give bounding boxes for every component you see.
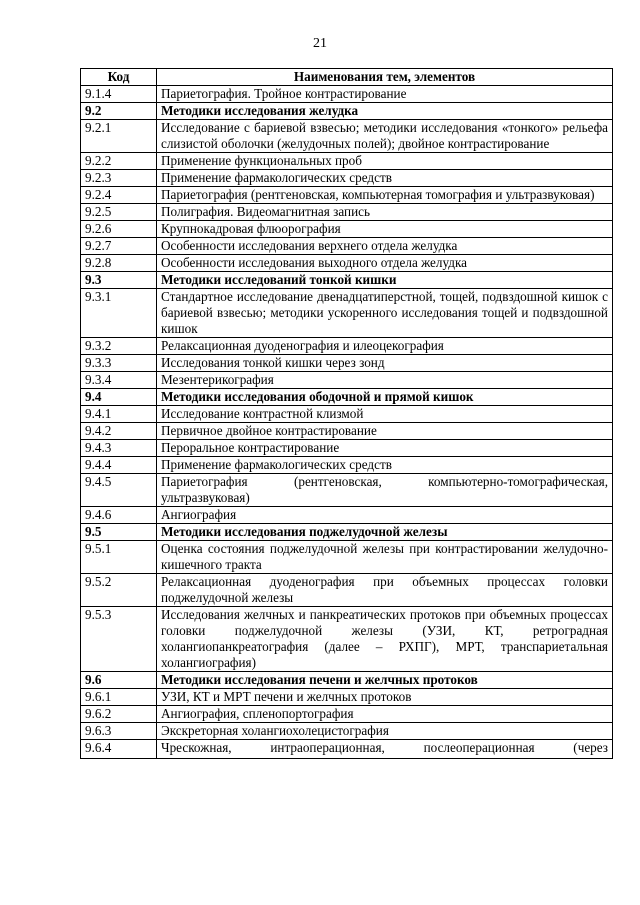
row-code: 9.2.3 (81, 170, 157, 187)
row-text: Чрескожная, интраоперационная, послеоперационная (через (157, 740, 613, 759)
row-code: 9.4.3 (81, 440, 157, 457)
row-text: Ангиография (157, 507, 613, 524)
table-row (81, 355, 613, 372)
row-text: Париетография (рентгеновская, компьютерно-томографическая, ультразвуковая) (157, 474, 613, 507)
row-code: 9.2.1 (81, 120, 157, 153)
row-code: 9.5.3 (81, 607, 157, 672)
row-text: Особенности исследования выходного отдела желудка (157, 255, 613, 272)
row-code: 9.4.1 (81, 406, 157, 423)
row-text: Крупнокадровая флюорография (157, 221, 613, 238)
table-row (81, 607, 613, 672)
topics-table (80, 68, 613, 759)
table-row (81, 574, 613, 607)
row-text: Применение функциональных проб (157, 153, 613, 170)
section-row (81, 389, 613, 406)
row-code: 9.5.2 (81, 574, 157, 607)
row-code: 9.4 (81, 389, 157, 406)
header-name: Наименования тем, элементов (157, 69, 613, 86)
table-row (81, 723, 613, 740)
row-code: 9.2.4 (81, 187, 157, 204)
row-code: 9.2.8 (81, 255, 157, 272)
row-text: Париетография (рентгеновская, компьютерная томография и ультразвуковая) (157, 187, 613, 204)
row-text: Исследования желчных и панкреатических протоков при объемных процессах головки поджелудочной железы (УЗИ, КТ, ретроградная холангиопанкреатография (далее – РХПГ), МРТ, транспариетальная холангиография) (157, 607, 613, 672)
table-row (81, 238, 613, 255)
table-row (81, 120, 613, 153)
row-code: 9.6.2 (81, 706, 157, 723)
row-text: Применение фармакологических средств (157, 457, 613, 474)
row-code: 9.3 (81, 272, 157, 289)
section-row (81, 103, 613, 120)
header-code: Код (81, 69, 157, 86)
table-row (81, 474, 613, 507)
table-row (81, 440, 613, 457)
row-text: Релаксационная дуоденография и илеоцекография (157, 338, 613, 355)
table-row (81, 289, 613, 338)
table-row (81, 153, 613, 170)
table-row (81, 706, 613, 723)
section-row (81, 672, 613, 689)
row-code: 9.2.2 (81, 153, 157, 170)
row-text: Методики исследования печени и желчных протоков (157, 672, 613, 689)
section-row (81, 272, 613, 289)
row-text: Исследование контрастной клизмой (157, 406, 613, 423)
table-body (81, 86, 613, 759)
row-code: 9.6 (81, 672, 157, 689)
table-row (81, 423, 613, 440)
row-code: 9.6.1 (81, 689, 157, 706)
row-text: Стандартное исследование двенадцатиперстной, тощей, подвздошной кишок с бариевой взвесью; методики ускоренного исследования тощей и подвздошной кишок (157, 289, 613, 338)
table-row (81, 740, 613, 759)
row-text: Полиграфия. Видеомагнитная запись (157, 204, 613, 221)
row-code: 9.4.2 (81, 423, 157, 440)
page-number: 21 (313, 36, 327, 51)
row-text: Первичное двойное контрастирование (157, 423, 613, 440)
table-row (81, 457, 613, 474)
table-row (81, 338, 613, 355)
row-text: Применение фармакологических средств (157, 170, 613, 187)
row-text: Пероральное контрастирование (157, 440, 613, 457)
row-code: 9.5.1 (81, 541, 157, 574)
table-header-row (81, 69, 613, 86)
row-text: Методики исследования поджелудочной железы (157, 524, 613, 541)
row-text: Оценка состояния поджелудочной железы при контрастировании желудочно-кишечного тракта (157, 541, 613, 574)
row-code: 9.3.1 (81, 289, 157, 338)
table-row (81, 372, 613, 389)
table-row (81, 221, 613, 238)
row-text: Мезентерикография (157, 372, 613, 389)
row-code: 9.2 (81, 103, 157, 120)
row-text: Париетография. Тройное контрастирование (157, 86, 613, 103)
table-row (81, 541, 613, 574)
row-text: Ангиография, спленопортография (157, 706, 613, 723)
row-code: 9.2.7 (81, 238, 157, 255)
row-code: 9.2.5 (81, 204, 157, 221)
row-code: 9.4.5 (81, 474, 157, 507)
table-row (81, 689, 613, 706)
row-text: Экскреторная холангиохолецистография (157, 723, 613, 740)
table-row (81, 86, 613, 103)
table-row (81, 170, 613, 187)
row-code: 9.6.4 (81, 740, 157, 759)
row-text: Особенности исследования верхнего отдела желудка (157, 238, 613, 255)
table-row (81, 406, 613, 423)
row-text: Исследование с бариевой взвесью; методики исследования «тонкого» рельефа слизистой оболочки (желудочных полей); двойное контрастирование (157, 120, 613, 153)
row-code: 9.3.4 (81, 372, 157, 389)
row-code: 9.4.4 (81, 457, 157, 474)
row-code: 9.2.6 (81, 221, 157, 238)
table-row (81, 187, 613, 204)
row-text: Методики исследований тонкой кишки (157, 272, 613, 289)
row-code: 9.5 (81, 524, 157, 541)
row-text: Методики исследования желудка (157, 103, 613, 120)
row-text: Методики исследования ободочной и прямой кишок (157, 389, 613, 406)
row-code: 9.4.6 (81, 507, 157, 524)
row-code: 9.1.4 (81, 86, 157, 103)
section-row (81, 524, 613, 541)
row-code: 9.6.3 (81, 723, 157, 740)
row-code: 9.3.3 (81, 355, 157, 372)
row-code: 9.3.2 (81, 338, 157, 355)
table-row (81, 255, 613, 272)
row-text: Исследования тонкой кишки через зонд (157, 355, 613, 372)
table-row (81, 507, 613, 524)
table-row (81, 204, 613, 221)
row-text: Релаксационная дуоденография при объемных процессах головки поджелудочной железы (157, 574, 613, 607)
row-text: УЗИ, КТ и МРТ печени и желчных протоков (157, 689, 613, 706)
